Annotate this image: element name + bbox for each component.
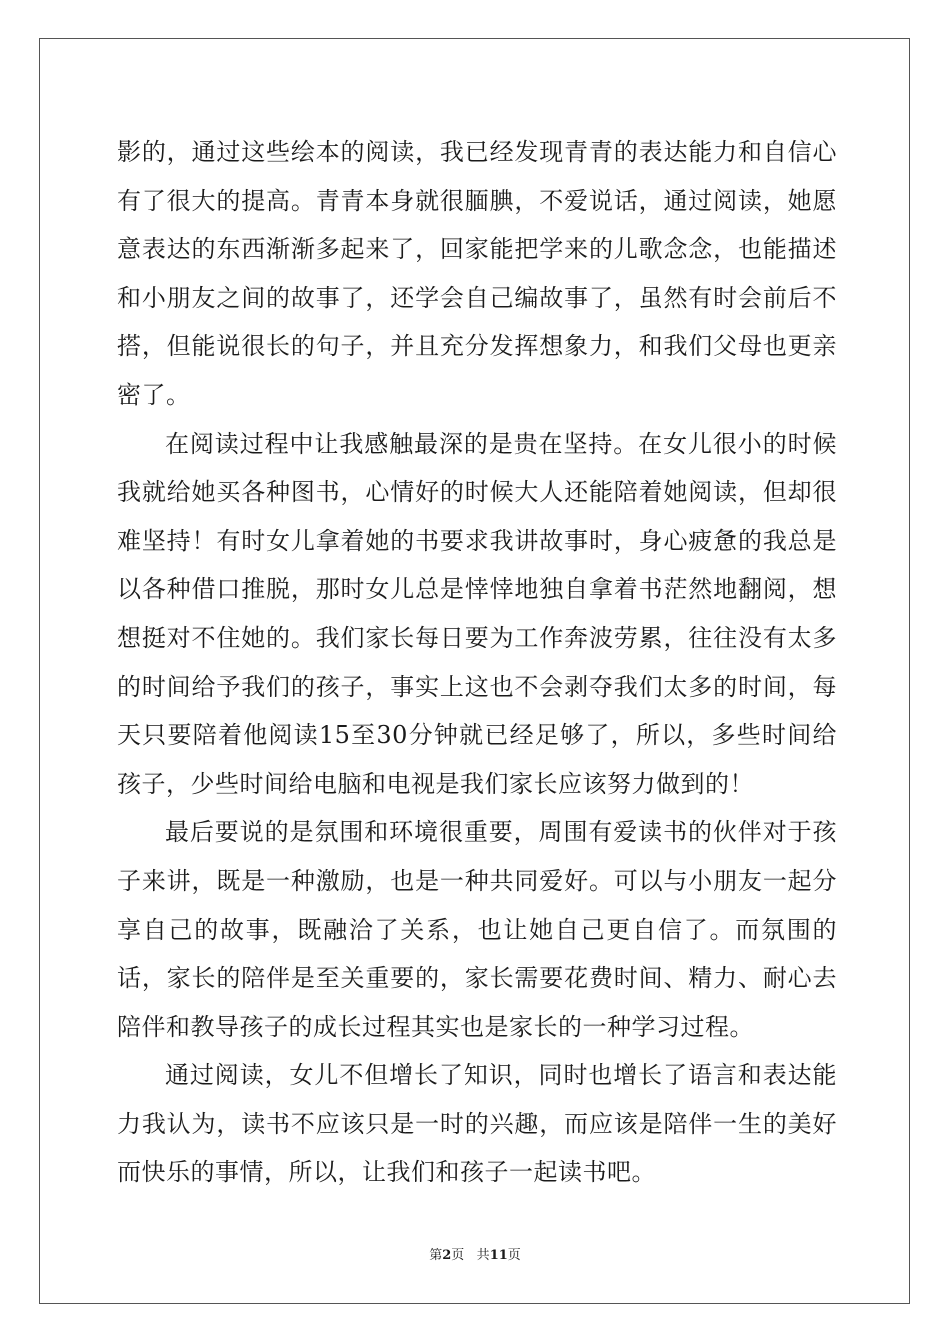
page-footer bbox=[0, 1247, 950, 1265]
footer-total-suffix: 页 bbox=[507, 1248, 521, 1263]
footer-total-prefix: 共 bbox=[476, 1248, 490, 1263]
paragraph-4: 通过阅读，女儿不但增长了知识，同时也增长了语言和表达能力我认为，读书不应该只是一时的兴趣，而应该是陪伴一生的美好而快乐的事情，所以，让我们和孩子一起读书吧。 bbox=[117, 1061, 837, 1187]
current-page-number: 2 bbox=[442, 1248, 452, 1263]
footer-page-word: 页 bbox=[451, 1248, 465, 1263]
paragraph-3: 最后要说的是氛围和环境很重要，周围有爱读书的伙伴对于孩子来讲，既是一种激励，也是一种共同爱好。可以与小朋友一起分享自己的故事，既融洽了关系，也让她自己更自信了。而氛围的话，家长的陪伴是至关重要的，家长需要花费时间、精力、耐心去陪伴和教导孩子的成长过程其实也是家长的一种学习过程。 bbox=[117, 818, 837, 1041]
paragraph-1: 影的，通过这些绘本的阅读，我已经发现青青的表达能力和自信心有了很大的提高。青青本身就很腼腆，不爱说话，通过阅读，她愿意表达的东西渐渐多起来了，回家能把学来的儿歌念念，也能描述和小朋友之间的故事了，还学会自己编故事了，虽然有时会前后不搭，但能说很长的句子，并且充分发挥想象力，和我们父母也更亲密了。 bbox=[117, 138, 837, 409]
paragraph-2: 在阅读过程中让我感触最深的是贵在坚持。在女儿很小的时候我就给她买各种图书，心情好的时候大人还能陪着她阅读，但却很难坚持！有时女儿拿着她的书要求我讲故事时，身心疲惫的我总是以各种借口推脱，那时女儿总是悻悻地独自拿着书茫然地翻阅，想想挺对不住她的。我们家长每日要为工作奔波劳累，往往没有太多的时间给予我们的孩子，事实上这也不会剥夺我们太多的时间，每天只要陪着他阅读15至30分钟就已经足够了，所以，多些时间给孩子，少些时间给电脑和电视是我们家长应该努力做到的！ bbox=[117, 429, 837, 798]
total-pages-number: 11 bbox=[489, 1248, 508, 1263]
document-body bbox=[117, 128, 837, 1197]
footer-prefix: 第 bbox=[429, 1248, 443, 1263]
